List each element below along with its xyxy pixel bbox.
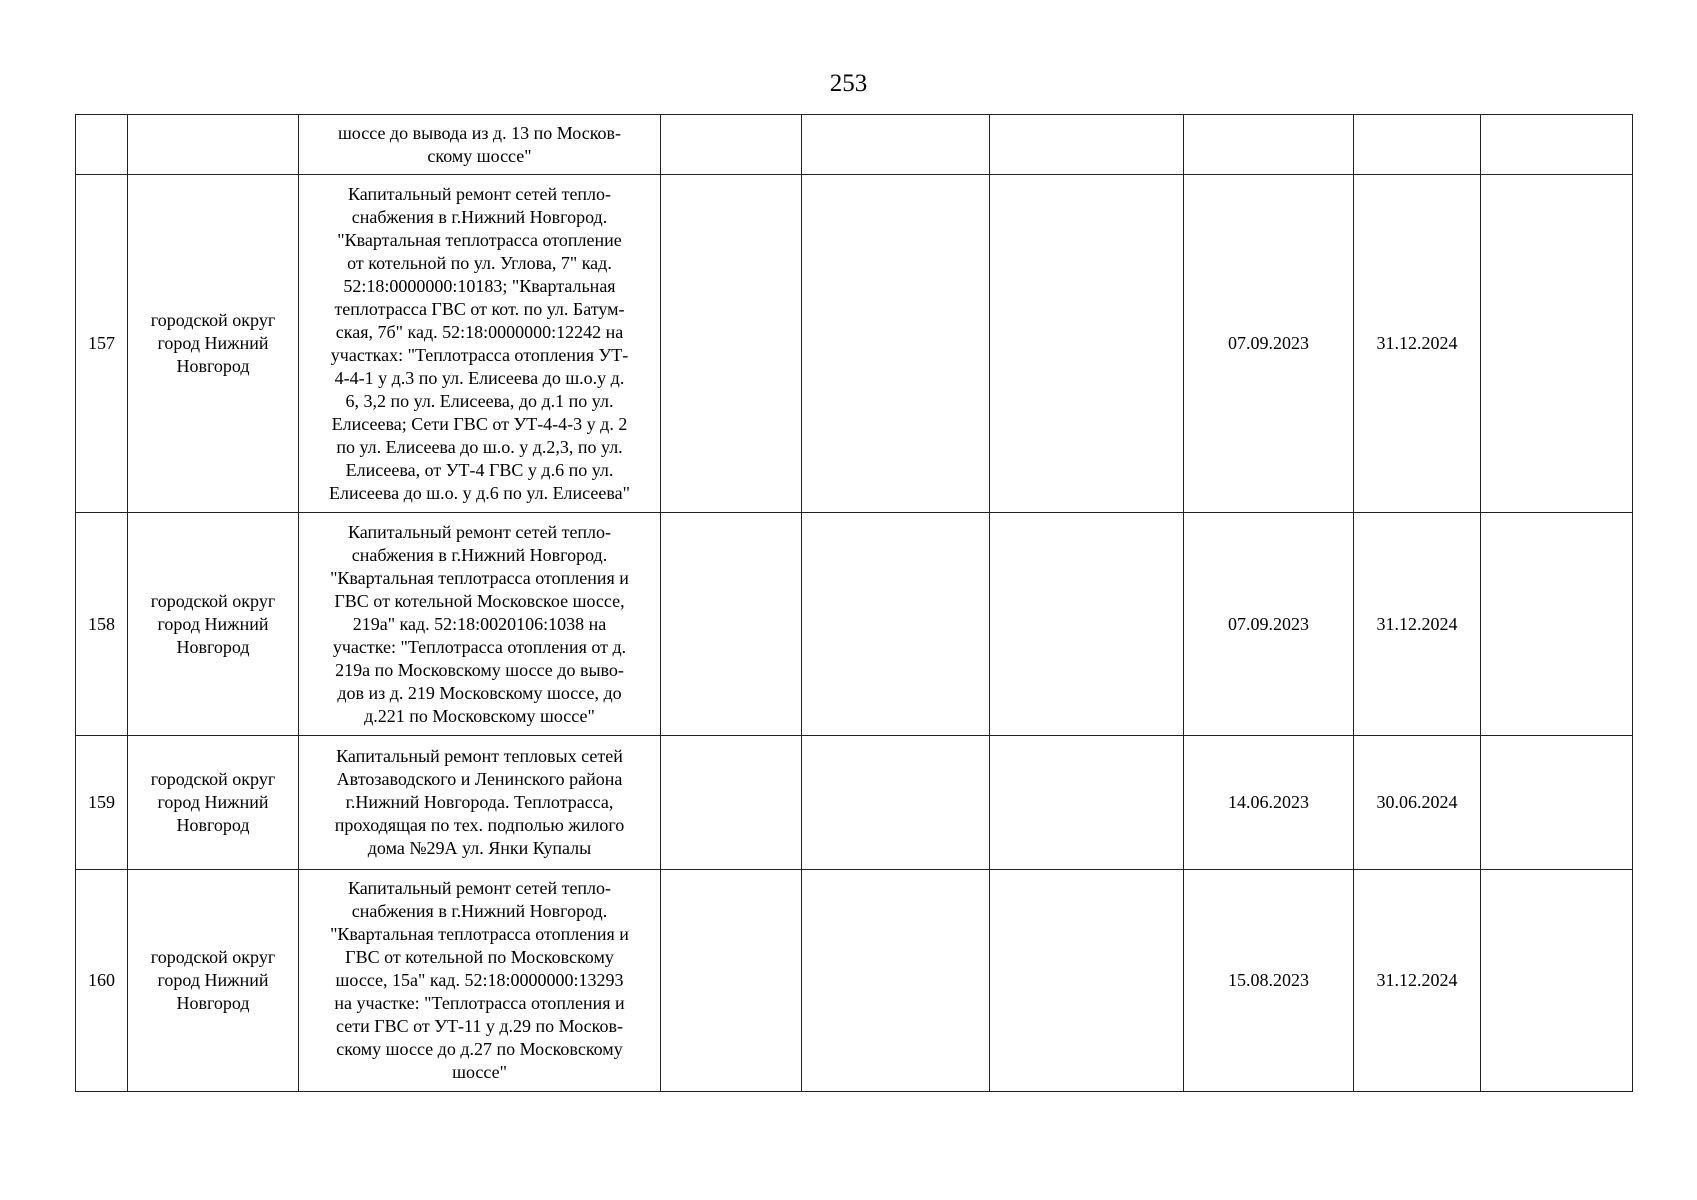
empty-cell (661, 870, 802, 1092)
municipality-cell (128, 870, 299, 1092)
description-line: ГВС от котельной по Московскому (345, 947, 614, 967)
row-number-cell: 157 (76, 175, 128, 513)
description-line: 219а" кад. 52:18:0020106:1038 на (352, 613, 607, 634)
municipality-line: Новгород (176, 636, 250, 657)
description-line: от котельной по ул. Углова, 7" кад. (347, 252, 612, 273)
empty-cell (990, 513, 1184, 736)
description-line: ГВС от котельной Московское шоссе, (334, 590, 625, 611)
row-number-cell: 160 (76, 870, 128, 1092)
description-line: снабжения в г.Нижний Новгород. (351, 206, 608, 227)
empty-cell (802, 115, 990, 175)
description-line: скому шоссе" (427, 145, 532, 166)
table-row (76, 175, 1633, 513)
description-line: Елисеева; Сети ГВС от УТ-4-4-3 у д. 2 (331, 413, 628, 434)
empty-cell (661, 175, 802, 513)
description-line: дов из д. 219 Московскому шоссе, до (337, 682, 622, 703)
municipality-cell (128, 513, 299, 736)
empty-cell (990, 175, 1184, 513)
empty-cell (990, 736, 1184, 870)
empty-cell (802, 736, 990, 870)
description-line: скому шоссе до д.27 по Московскому (336, 1039, 623, 1059)
end-date-cell: 31.12.2024 (1354, 870, 1481, 1092)
row-number-cell: 158 (76, 513, 128, 736)
start-date-cell (1184, 115, 1354, 175)
table-row (76, 115, 1633, 175)
empty-cell (1481, 736, 1633, 870)
description-line: шоссе до вывода из д. 13 по Москов- (337, 122, 622, 143)
municipality-line: город Нижний (157, 613, 269, 634)
empty-cell (1481, 175, 1633, 513)
empty-cell (802, 870, 990, 1092)
municipality-line: Новгород (176, 815, 250, 835)
end-date-cell: 31.12.2024 (1354, 175, 1481, 513)
empty-cell (661, 513, 802, 736)
description-line: г.Нижний Новгорода. Теплотрасса, (345, 792, 614, 812)
empty-cell (1481, 513, 1633, 736)
municipality-line: Новгород (176, 356, 250, 376)
municipality-line: город Нижний (157, 333, 269, 353)
municipality-line: город Нижний (157, 970, 269, 990)
description-line: теплотрасса ГВС от кот. по ул. Батум- (334, 298, 625, 319)
row-number-cell (76, 115, 128, 175)
description-line: проходящая по тех. подполью жилого (334, 815, 625, 835)
description-line: участках: "Теплотрасса отопления УТ- (330, 344, 629, 365)
description-line: д.221 по Московскому шоссе" (364, 705, 595, 726)
description-line: на участке: "Теплотрасса отопления и (334, 993, 625, 1013)
municipality-line: городской округ (150, 769, 276, 789)
description-line: шоссе, 15а" кад. 52:18:0000000:13293 (335, 970, 624, 990)
municipality-line: городской округ (150, 310, 276, 330)
empty-cell (661, 115, 802, 175)
description-line: Капитальный ремонт сетей тепло- (347, 878, 612, 898)
description-line: Елисеева, от УТ-4 ГВС у д.6 по ул. (345, 459, 614, 480)
municipality-cell (128, 115, 299, 175)
description-line: 52:18:0000000:10183; "Квартальная (343, 275, 616, 296)
start-date-cell: 14.06.2023 (1184, 736, 1354, 870)
municipality-line: городской округ (150, 590, 276, 611)
description-cell (299, 115, 661, 175)
description-line: участке: "Теплотрасса отопления от д. (332, 636, 627, 657)
description-cell (299, 175, 661, 513)
description-line: по ул. Елисеева до ш.о. у д.2,3, по ул. (336, 436, 623, 457)
description-line: "Квартальная теплотрасса отопление (337, 229, 622, 250)
description-line: 219а по Московскому шоссе до выво- (335, 659, 624, 680)
description-line: сети ГВС от УТ-11 у д.29 по Москов- (336, 1016, 623, 1036)
description-line: дома №29А ул. Янки Купалы (367, 838, 592, 858)
municipality-cell (128, 175, 299, 513)
description-line: Автозаводского и Ленинского района (336, 769, 623, 789)
table-row (76, 870, 1633, 1092)
description-cell (299, 870, 661, 1092)
row-number-cell: 159 (76, 736, 128, 870)
description-line: Капитальный ремонт сетей тепло- (347, 183, 612, 204)
description-line: снабжения в г.Нижний Новгород. (351, 544, 608, 565)
description-cell (299, 736, 661, 870)
end-date-cell: 30.06.2024 (1354, 736, 1481, 870)
start-date-cell: 07.09.2023 (1184, 513, 1354, 736)
empty-cell (802, 513, 990, 736)
description-line: Капитальный ремонт сетей тепло- (347, 521, 612, 542)
municipality-cell (128, 736, 299, 870)
municipality-line: городской округ (150, 947, 276, 967)
empty-cell (661, 736, 802, 870)
empty-cell (802, 175, 990, 513)
empty-cell (990, 870, 1184, 1092)
municipality-line: город Нижний (157, 792, 269, 812)
description-line: шоссе" (452, 1062, 507, 1082)
description-line: 6, 3,2 по ул. Елисеева, до д.1 по ул. (345, 390, 614, 411)
works-table (75, 114, 1633, 1092)
description-line: 4-4-1 у д.3 по ул. Елисеева до ш.о.у д. (334, 367, 625, 388)
municipality-line: Новгород (176, 993, 250, 1013)
description-cell (299, 513, 661, 736)
empty-cell (1481, 115, 1633, 175)
description-line: Елисеева до ш.о. у д.6 по ул. Елисеева" (329, 482, 630, 503)
description-line: Капитальный ремонт тепловых сетей (336, 746, 623, 766)
start-date-cell: 15.08.2023 (1184, 870, 1354, 1092)
table-row (76, 736, 1633, 870)
start-date-cell: 07.09.2023 (1184, 175, 1354, 513)
description-line: "Квартальная теплотрасса отопления и (330, 567, 629, 588)
empty-cell (1481, 870, 1633, 1092)
end-date-cell: 31.12.2024 (1354, 513, 1481, 736)
end-date-cell (1354, 115, 1481, 175)
empty-cell (990, 115, 1184, 175)
description-line: снабжения в г.Нижний Новгород. (351, 901, 608, 921)
description-line: "Квартальная теплотрасса отопления и (330, 924, 629, 944)
table-row (76, 513, 1633, 736)
description-line: ская, 7б" кад. 52:18:0000000:12242 на (335, 321, 624, 342)
page-number: 253 (829, 70, 868, 97)
